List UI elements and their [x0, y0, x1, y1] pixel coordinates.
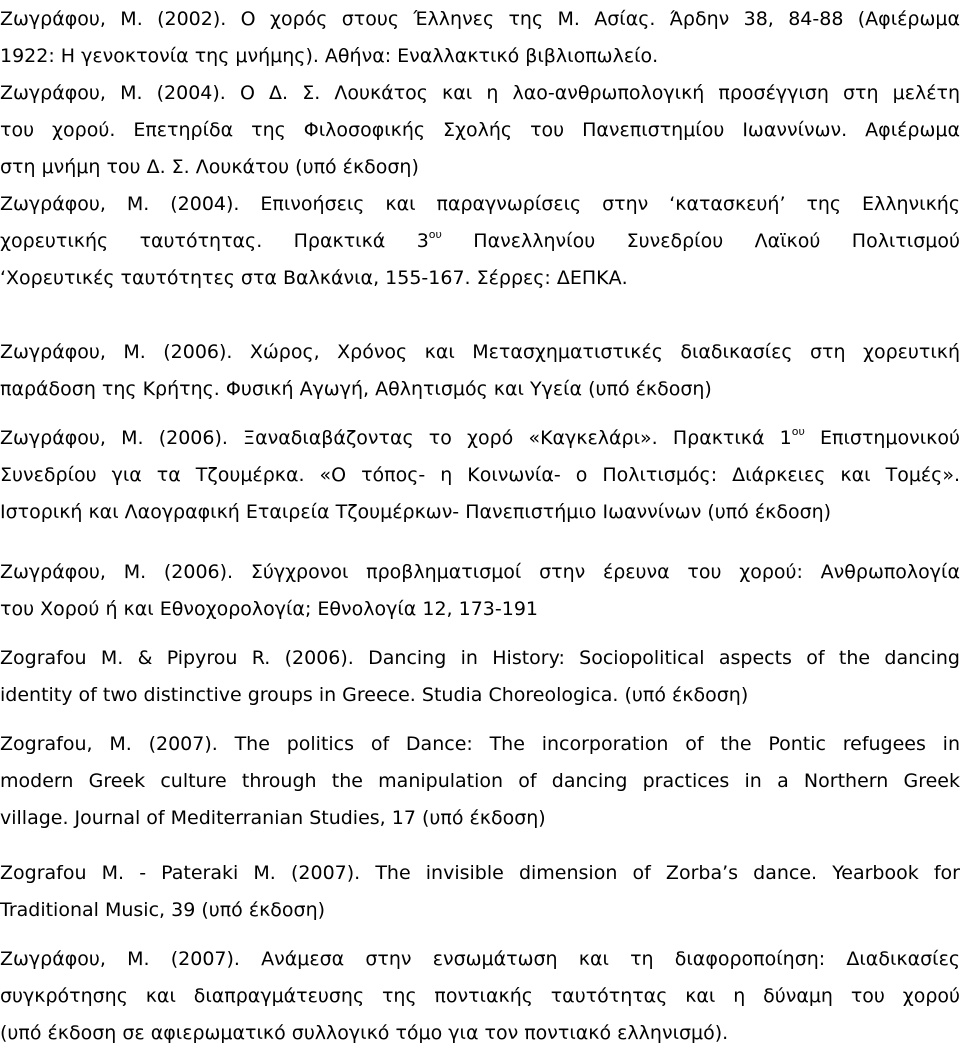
reference-entry — [0, 75, 960, 186]
reference-line-part: Επιστημονικού — [804, 427, 960, 449]
reference-line: του Χορού ή και Εθνοχορολογία; Εθνολογία 12, 173-191 — [0, 598, 539, 620]
reference-line: Traditional Music, 39 (υπό έκδοση) — [0, 899, 326, 921]
reference-entry — [0, 420, 960, 531]
reference-entry — [0, 726, 960, 837]
reference-line: στη μνήμη του Δ. Σ. Λουκάτου (υπό έκδοση) — [0, 156, 419, 178]
reference-line: συγκρότησης και διαπραγμάτευσης της ποντιακής ταυτότητας και η δύναμη του χορού — [0, 985, 960, 1007]
reference-line: του χορού. Επετηρίδα της Φιλοσοφικής Σχολής του Πανεπιστημίου Ιωαννίνων. Αφιέρωμα — [0, 119, 960, 141]
reference-line: Ζωγράφου, Μ. (2007). Ανάμεσα στην ενσωμάτωση και τη διαφοροποίηση: Διαδικασίες — [0, 948, 960, 970]
reference-line: 1922: Η γενοκτονία της μνήμης). Αθήνα: Εναλλακτικό βιβλιοπωλείο. — [0, 45, 659, 67]
reference-line — [0, 420, 960, 457]
reference-line: modern Greek culture through the manipulation of dancing practices in a Northern Greek — [0, 770, 960, 792]
reference-entry — [0, 186, 960, 297]
reference-line: παράδοση της Κρήτης. Φυσική Αγωγή, Αθλητισμός και Υγεία (υπό έκδοση) — [0, 378, 712, 400]
reference-line: Zografou M. - Pateraki M. (2007). The invisible dimension of Zorba’s dance. Yearbook for — [0, 862, 960, 884]
reference-entry — [0, 1, 960, 75]
reference-line: Ζωγράφου, Μ. (2006). Χώρος, Χρόνος και Μετασχηματιστικές διαδικασίες στη χορευτική — [0, 341, 960, 363]
reference-line: Ζωγράφου, Μ. (2004). Ο Δ. Σ. Λουκάτος και η λαο-ανθρωπολογική προσέγγιση στη μελέτη — [0, 82, 960, 104]
reference-line-part: Ζωγράφου, Μ. (2006). Ξαναδιαβάζοντας το χορό «Καγκελάρι». Πρακτικά 1 — [0, 427, 792, 449]
ordinal-superscript: ου — [791, 424, 805, 438]
reference-line: Ζωγράφου, Μ. (2004). Επινοήσεις και παραγνωρίσεις στην ‘κατασκευή’ της Ελληνικής — [0, 193, 960, 215]
reference-line: Zografou M. & Pipyrou R. (2006). Dancing in History: Sociopolitical aspects of the dancing — [0, 647, 960, 669]
ordinal-superscript: ου — [428, 227, 442, 241]
reference-line: Ζωγράφου, Μ. (2002). Ο χορός στους Έλληνες της Μ. Ασίας. Άρδην 38, 84-88 (Αφιέρωμα — [0, 8, 960, 30]
reference-line: Zografou, M. (2007). The politics of Dance: The incorporation of the Pontic refugees in — [0, 733, 960, 755]
reference-entry — [0, 855, 960, 929]
reference-line: Συνεδρίου για τα Τζουμέρκα. «Ο τόπος- η Κοινωνία- ο Πολιτισμός: Διάρκειες και Τομές». — [0, 464, 960, 486]
reference-line: Ζωγράφου, Μ. (2006). Σύγχρονοι προβληματισμοί στην έρευνα του χορού: Ανθρωπολογία — [0, 561, 960, 583]
reference-line: Ιστορική και Λαογραφική Εταιρεία Τζουμέρκων- Πανεπιστήμιο Ιωαννίνων (υπό έκδοση) — [0, 501, 832, 523]
reference-line: ‘Χορευτικές ταυτότητες στα Βαλκάνια, 155-167. Σέρρες: ΔΕΠΚΑ. — [0, 267, 628, 289]
reference-line-part: Πανελληνίου Συνεδρίου Λαϊκού Πολιτισμού — [441, 230, 960, 252]
reference-entry — [0, 334, 960, 408]
reference-line — [0, 223, 960, 260]
reference-line: (υπό έκδοση σε αφιερωματικό συλλογικό τόμο για τον ποντιακό ελληνισμό). — [0, 1022, 729, 1044]
reference-entry — [0, 554, 960, 628]
reference-line-part: χορευτικής ταυτότητας. Πρακτικά 3 — [0, 230, 429, 252]
reference-entry — [0, 941, 960, 1052]
reference-line: identity of two distinctive groups in Greece. Studia Choreologica. (υπό έκδοση) — [0, 684, 749, 706]
reference-line: village. Journal of Mediterranian Studies, 17 (υπό έκδοση) — [0, 807, 546, 829]
reference-entry — [0, 640, 960, 714]
